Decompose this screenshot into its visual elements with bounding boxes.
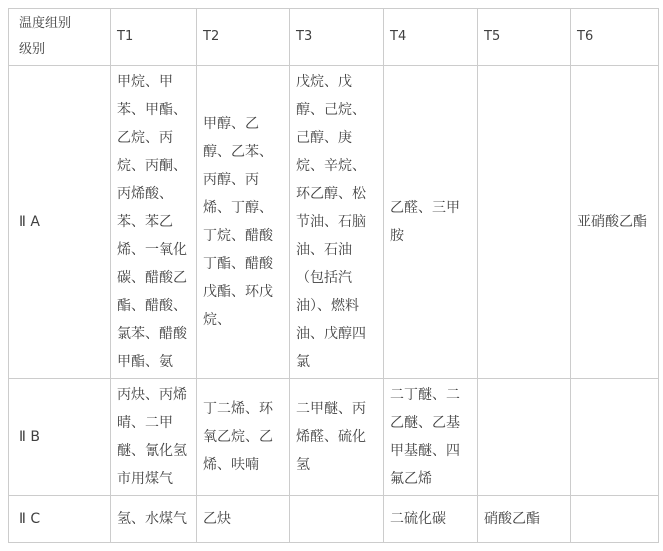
cell-iic-t2: 乙炔 bbox=[197, 496, 290, 543]
cell-iic-t5: 硝酸乙酯 bbox=[478, 496, 571, 543]
table-row-iic bbox=[9, 496, 659, 543]
row-label-iic: Ⅱ C bbox=[9, 496, 111, 543]
header-row bbox=[9, 9, 659, 66]
cell-iia-t1: 甲烷、甲苯、甲酯、乙烷、丙烷、丙酮、丙烯酸、苯、苯乙烯、一氧化碳、醋酸乙酯、醋酸、氯苯、醋酸甲酯、氨 bbox=[111, 66, 197, 379]
cell-iib-t3: 二甲醚、丙烯醛、硫化氢 bbox=[290, 379, 384, 496]
header-cell-t5: T5 bbox=[478, 9, 571, 66]
cell-iib-t5 bbox=[478, 379, 571, 496]
cell-iia-t5 bbox=[478, 66, 571, 379]
cell-iib-t6 bbox=[571, 379, 659, 496]
cell-iia-t6: 亚硝酸乙酯 bbox=[571, 66, 659, 379]
header-cell-t4: T4 bbox=[384, 9, 478, 66]
cell-iia-t3: 戊烷、戊醇、己烷、己醇、庚烷、辛烷、环乙醇、松节油、石脑油、石油（包括汽油）、燃料油、戊醇四氯 bbox=[290, 66, 384, 379]
header-corner-line2: 级别 bbox=[19, 42, 46, 57]
cell-iia-t2: 甲醇、乙醇、乙苯、丙醇、丙烯、丁醇、丁烷、醋酸丁酯、醋酸戊酯、环戊烷、 bbox=[197, 66, 290, 379]
cell-iic-t4: 二硫化碳 bbox=[384, 496, 478, 543]
cell-iib-t1: 丙炔、丙烯晴、二甲醚、氰化氢市用煤气 bbox=[111, 379, 197, 496]
cell-iia-t4: 乙醛、三甲胺 bbox=[384, 66, 478, 379]
cell-iib-t4: 二丁醚、二乙醚、乙基甲基醚、四氟乙烯 bbox=[384, 379, 478, 496]
cell-iic-t6 bbox=[571, 496, 659, 543]
header-cell-t1: T1 bbox=[111, 9, 197, 66]
header-cell-t3: T3 bbox=[290, 9, 384, 66]
cell-iic-t1: 氢、水煤气 bbox=[111, 496, 197, 543]
cell-iic-t3 bbox=[290, 496, 384, 543]
row-label-iia: Ⅱ A bbox=[9, 66, 111, 379]
header-cell-t2: T2 bbox=[197, 9, 290, 66]
header-corner-line1: 温度组别 bbox=[19, 16, 72, 31]
header-cell-t6: T6 bbox=[571, 9, 659, 66]
row-label-iib: Ⅱ B bbox=[9, 379, 111, 496]
table-row-iia bbox=[9, 66, 659, 379]
cell-iib-t2: 丁二烯、环氧乙烷、乙烯、呋喃 bbox=[197, 379, 290, 496]
table-row-iib bbox=[9, 379, 659, 496]
temperature-group-classification-table bbox=[8, 8, 659, 543]
header-corner-cell bbox=[9, 9, 111, 66]
